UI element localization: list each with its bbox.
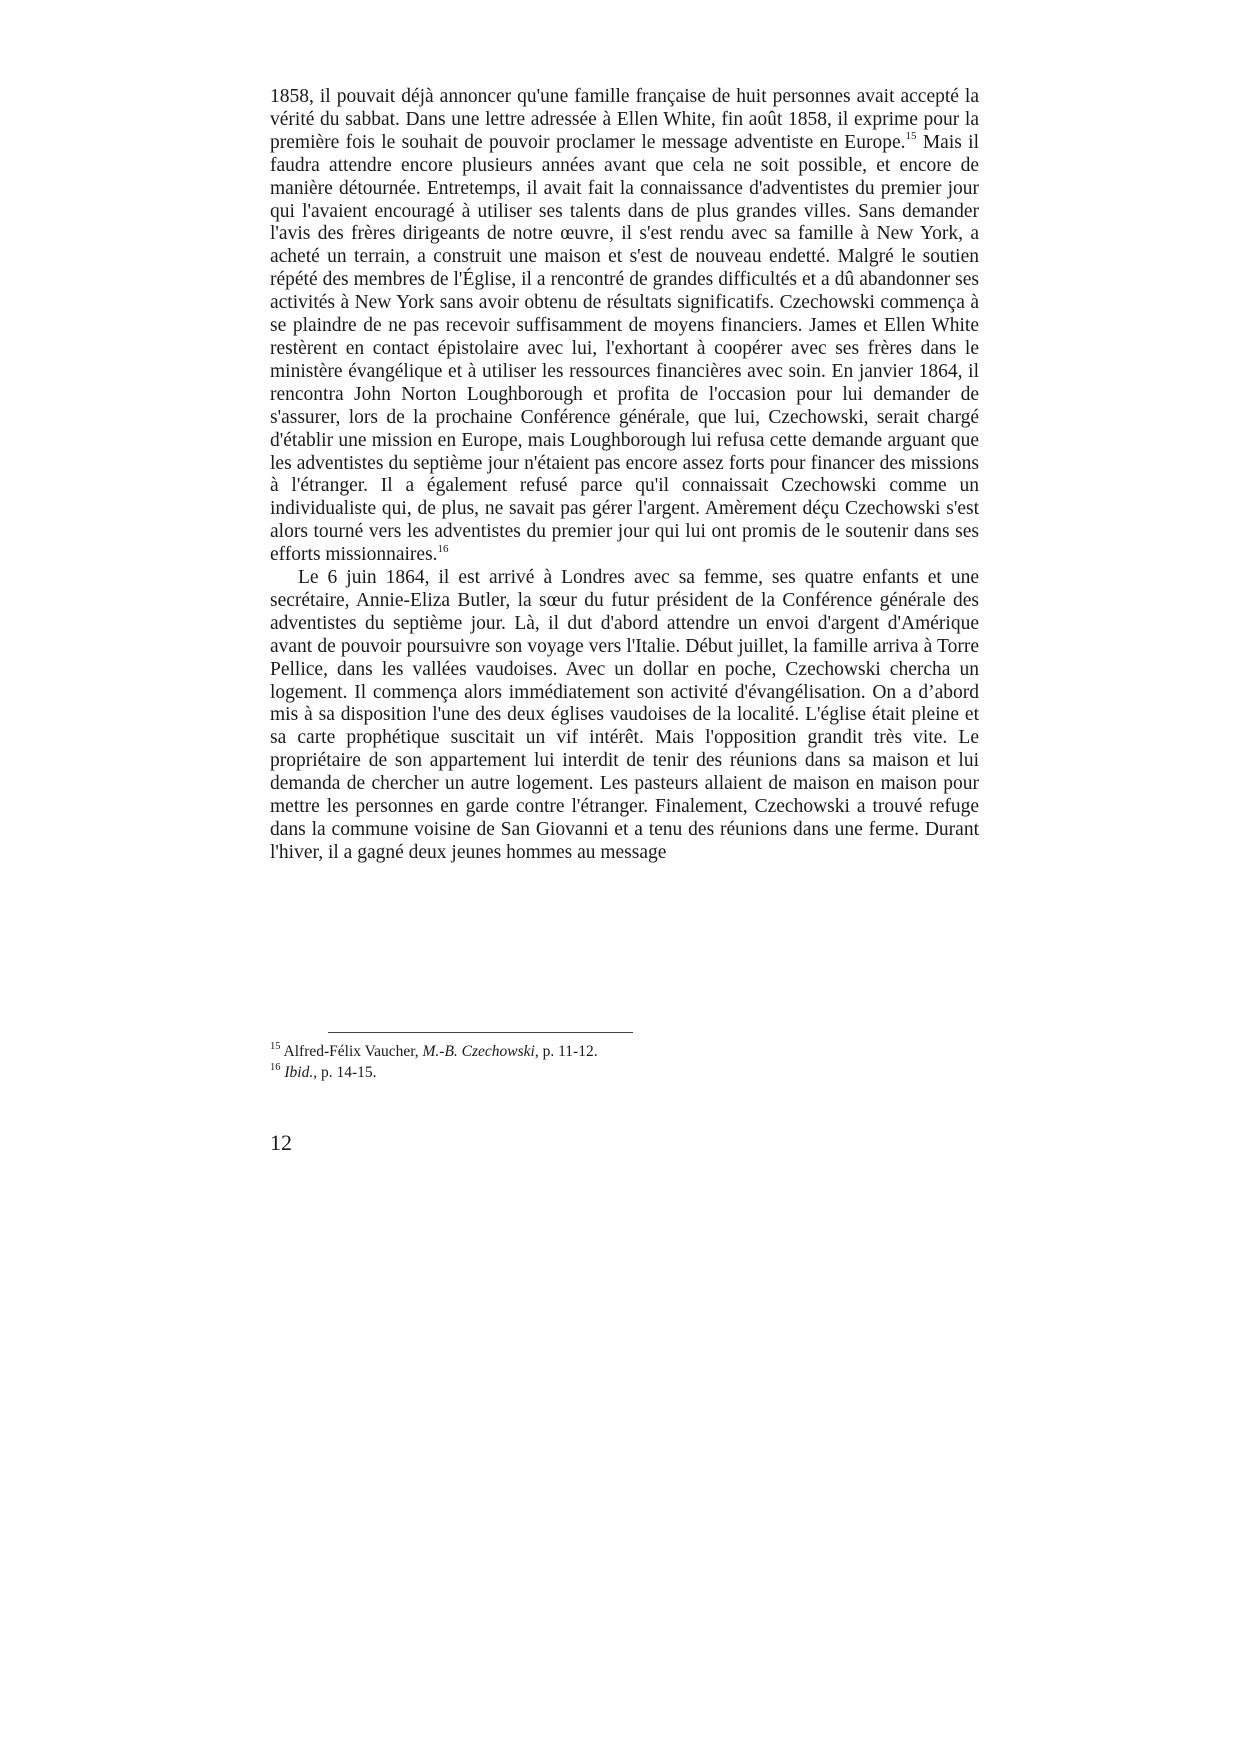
paragraph-1-part-b: Mais il faudra attendre encore plusieurs années avant que cela ne soit possible, et encore de manière détournée. Entretemps, il avait fait la connaissance d'adventistes du premier jour qui l'avaient encouragé à utiliser ses talents dans de plus grandes villes. Sans demander l'avis des frères dirigeants de notre œuvre, il s'est rendu avec sa famille à New York, a acheté un terrain, a construit une maison et s'est de nouveau endetté. Malgré le soutien répété des membres de l'Église, il a rencontré de grandes difficultés et a dû abandonner ses activités à New York sans avoir obtenu de résultats significatifs. Czechowski commença à se plaindre de ne pas recevoir suffisamment de moyens financiers. James et Ellen White restèrent en contact épistolaire avec lui, l'exhortant à coopérer avec ses frères dans le ministère évangélique et à utiliser les ressources financières avec soin. En janvier 1864, il rencontra John Norton Loughborough et profita de l'occasion pour lui demander de s'assurer, lors de la prochaine Conférence générale, que lui, Czechowski, serait chargé d'établir une mission en Europe, mais Loughborough lui refusa cette demande arguant que les adventistes du septième jour n'étaient pas encore assez forts pour financer des missions à l'étranger. Il a également refusé parce qu'il connaissait Czechowski comme un individualiste qui, de plus, ne savait pas gérer l'argent. Amèrement déçu Czechowski s'est alors tourné vers les adventistes du premier jour qui lui ont promis de le soutenir dans ses efforts missionnaires.: [270, 131, 980, 566]
footnote-15-title: M.-B. Czechowski: [422, 1043, 535, 1060]
footnote-ref-15[interactable]: 15: [905, 130, 917, 143]
footnote-16: [270, 1062, 979, 1083]
footnotes: [270, 1041, 979, 1083]
body-text: [270, 86, 979, 865]
paragraph-1-part-a: 1858, il pouvait déjà annoncer qu'une famille française de huit personnes avait accepté la vérité du sabbat. Dans une lettre adressée à Ellen White, fin août 1858, il exprime pour la première fois le souhait de pouvoir proclamer le message adventiste en Europe.: [270, 86, 979, 153]
footnote-15-text-after: , p. 11-12.: [534, 1043, 598, 1060]
page-number: 12: [270, 1130, 292, 1155]
footnote-16-number: 16: [270, 1061, 281, 1073]
paragraph-1: [270, 86, 979, 567]
footnote-15-text-before: Alfred-Félix Vaucher,: [283, 1043, 423, 1060]
footnote-16-text-after: , p. 14-15.: [313, 1064, 377, 1081]
paragraph-2: Le 6 juin 1864, il est arrivé à Londres avec sa femme, ses quatre enfants et une secrétaire, Annie-Eliza Butler, la sœur du futur président de la Conférence générale des adventistes du septième jour. Là, il dut d'abord attendre un envoi d'argent d'Amérique avant de pouvoir poursuivre son voyage vers l'Italie. Début juillet, la famille arriva à Torre Pellice, dans les vallées vaudoises. Avec un dollar en poche, Czechowski chercha un logement. Il commença alors immédiatement son activité d'évangélisation. On a d’abord mis à sa disposition l'une des deux églises vaudoises de la localité. L'église était pleine et sa carte prophétique suscitait un vif intérêt. Mais l'opposition grandit très vite. Le propriétaire de son appartement lui interdit de tenir des réunions dans sa maison et lui demanda de chercher un autre logement. Les pasteurs allaient de maison en maison pour mettre les personnes en garde contre l'étranger. Finalement, Czechowski a trouvé refuge dans la commune voisine de San Giovanni et a tenu des réunions dans une ferme. Durant l'hiver, il a gagné deux jeunes hommes au message: [270, 567, 979, 863]
footnote-ref-16[interactable]: 16: [437, 542, 449, 555]
footnote-separator: [328, 1032, 633, 1033]
footnote-15: [270, 1041, 979, 1062]
footnote-16-title: Ibid.: [284, 1064, 314, 1081]
footnote-15-number: 15: [270, 1040, 281, 1052]
